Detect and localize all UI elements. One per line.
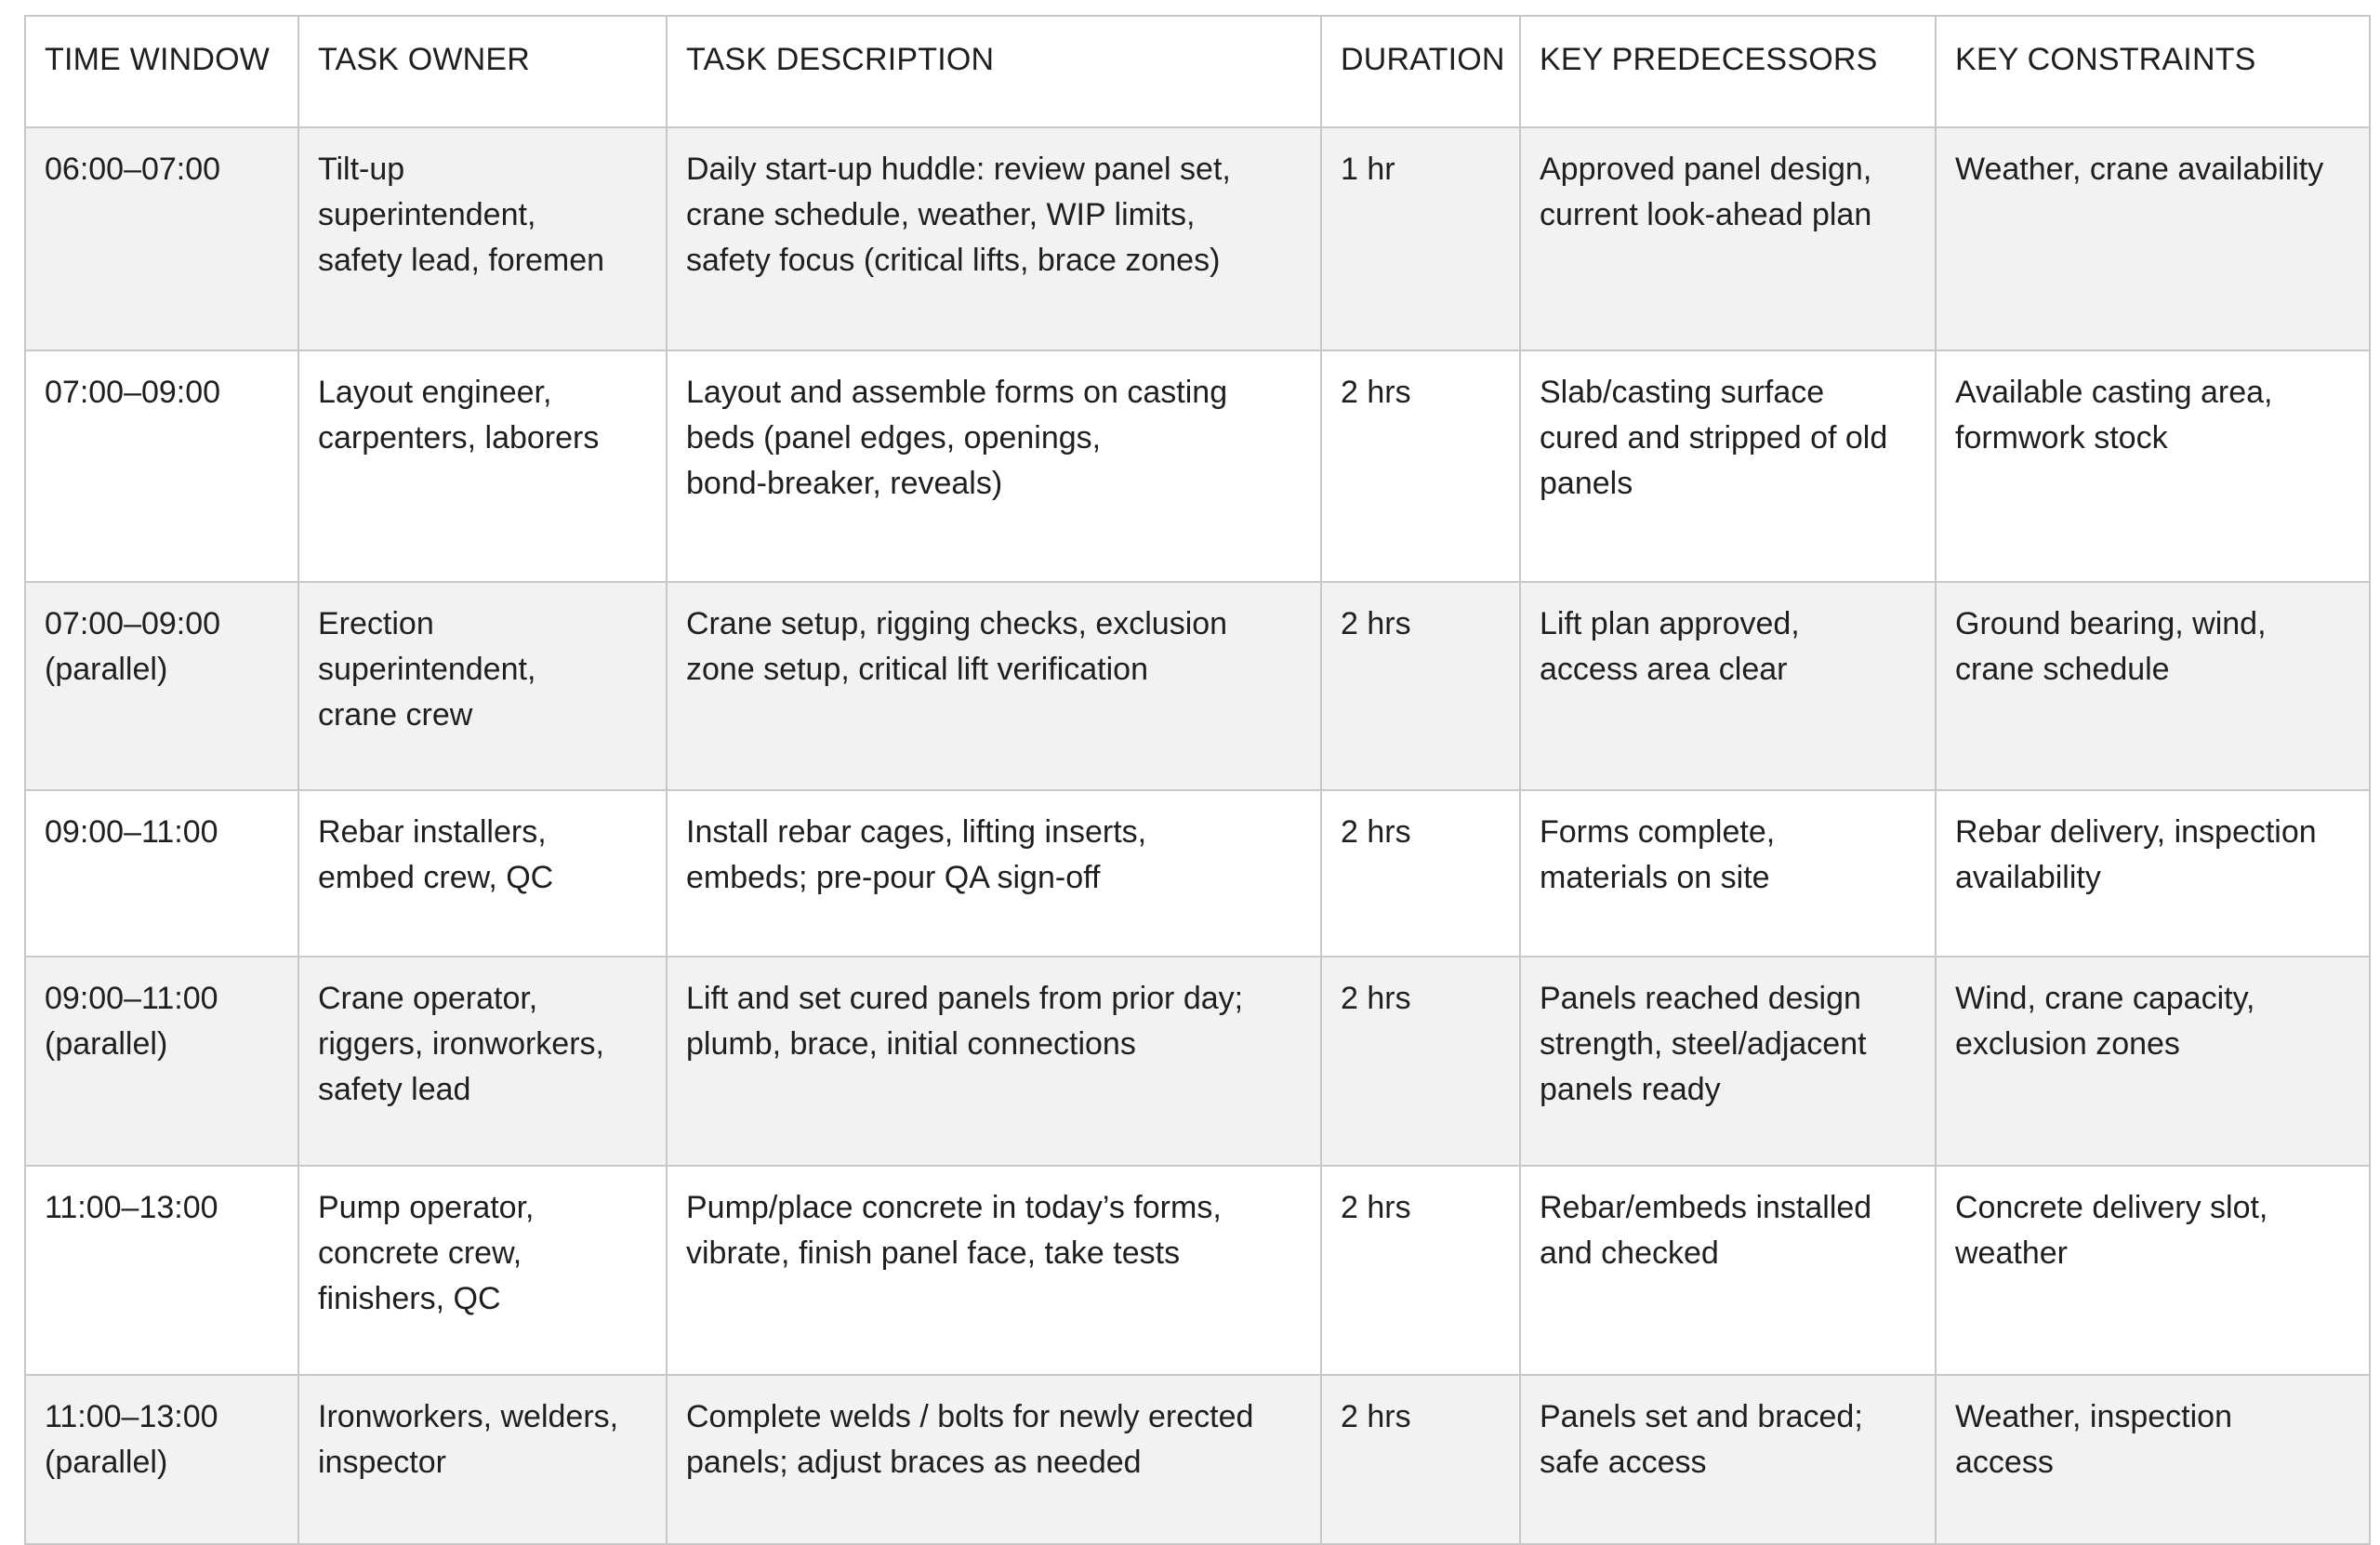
cell-key-predecessors	[1520, 790, 1936, 957]
time-window-text: 09:00–11:00	[45, 814, 218, 850]
duration-text: 1 hr	[1341, 152, 1395, 187]
cell-task-description	[667, 790, 1321, 957]
cell-time-window	[25, 1166, 298, 1375]
cell-key-predecessors	[1520, 1166, 1936, 1375]
task-description-text: Complete welds / bolts for newly erected panels; adjust braces as needed	[686, 1399, 1254, 1480]
cell-task-owner	[298, 127, 667, 350]
task-description-text: Lift and set cured panels from prior day; plumb, brace, initial connections	[686, 981, 1244, 1062]
duration-text: 2 hrs	[1341, 1399, 1411, 1434]
task-description-text: Layout and assemble forms on casting beds (panel edges, openings, bond-breaker, reveals)	[686, 375, 1228, 501]
table-row	[25, 127, 2370, 350]
cell-key-predecessors	[1520, 350, 1936, 582]
cell-duration	[1321, 582, 1520, 790]
cell-key-constraints	[1936, 957, 2370, 1166]
header-task-description: TASK DESCRIPTION	[667, 16, 1321, 127]
cell-time-window	[25, 957, 298, 1166]
time-window-text: 11:00–13:00	[45, 1190, 218, 1225]
table-body	[25, 127, 2370, 1544]
cell-duration	[1321, 790, 1520, 957]
table-row	[25, 1166, 2370, 1375]
task-owner-text: Crane operator, riggers, ironworkers, safety lead	[318, 981, 604, 1107]
key-predecessors-text: Forms complete, materials on site	[1540, 814, 1776, 895]
table-row	[25, 957, 2370, 1166]
task-owner-text: Ironworkers, welders, inspector	[318, 1399, 619, 1480]
cell-task-description	[667, 957, 1321, 1166]
cell-time-window	[25, 582, 298, 790]
key-predecessors-text: Lift plan approved, access area clear	[1540, 606, 1800, 687]
key-predecessors-text: Panels set and braced; safe access	[1540, 1399, 1863, 1480]
task-description-text: Install rebar cages, lifting inserts, embeds; pre-pour QA sign-off	[686, 814, 1147, 895]
cell-key-predecessors	[1520, 957, 1936, 1166]
time-window-text: 09:00–11:00 (parallel)	[45, 981, 218, 1062]
cell-key-constraints	[1936, 582, 2370, 790]
key-constraints-text: Weather, crane availability	[1955, 152, 2324, 187]
task-description-text: Pump/place concrete in today’s forms, vibrate, finish panel face, take tests	[686, 1190, 1222, 1271]
cell-task-description	[667, 1166, 1321, 1375]
cell-duration	[1321, 1166, 1520, 1375]
cell-time-window	[25, 1375, 298, 1544]
task-owner-text: Rebar installers, embed crew, QC	[318, 814, 554, 895]
time-window-text: 11:00–13:00 (parallel)	[45, 1399, 218, 1480]
task-description-text: Daily start-up huddle: review panel set, crane schedule, weather, WIP limits, safety focus (critical lifts, brace zones)	[686, 152, 1231, 278]
cell-task-description	[667, 127, 1321, 350]
key-constraints-text: Ground bearing, wind, crane schedule	[1955, 606, 2267, 687]
key-constraints-text: Available casting area, formwork stock	[1955, 375, 2273, 456]
key-predecessors-text: Panels reached design strength, steel/adjacent panels ready	[1540, 981, 1867, 1107]
duration-text: 2 hrs	[1341, 1190, 1411, 1225]
task-description-text: Crane setup, rigging checks, exclusion zone setup, critical lift verification	[686, 606, 1228, 687]
cell-time-window	[25, 790, 298, 957]
key-predecessors-text: Approved panel design, current look-ahead plan	[1540, 152, 1872, 232]
cell-task-owner	[298, 1166, 667, 1375]
header-row	[25, 16, 2370, 127]
duration-text: 2 hrs	[1341, 375, 1411, 410]
schedule-table	[24, 15, 2371, 1545]
task-owner-text: Pump operator, concrete crew, finishers, QC	[318, 1190, 535, 1316]
cell-task-owner	[298, 957, 667, 1166]
cell-key-constraints	[1936, 790, 2370, 957]
cell-duration	[1321, 957, 1520, 1166]
cell-key-predecessors	[1520, 127, 1936, 350]
table-row	[25, 1375, 2370, 1544]
cell-task-description	[667, 1375, 1321, 1544]
cell-key-constraints	[1936, 350, 2370, 582]
time-window-text: 07:00–09:00	[45, 375, 221, 410]
duration-text: 2 hrs	[1341, 981, 1411, 1016]
cell-time-window	[25, 350, 298, 582]
cell-task-owner	[298, 582, 667, 790]
cell-duration	[1321, 127, 1520, 350]
task-owner-text: Tilt-up superintendent, safety lead, foremen	[318, 152, 605, 278]
cell-key-constraints	[1936, 127, 2370, 350]
key-constraints-text: Wind, crane capacity, exclusion zones	[1955, 981, 2255, 1062]
cell-duration	[1321, 1375, 1520, 1544]
header-key-constraints: KEY CONSTRAINTS	[1936, 16, 2370, 127]
key-constraints-text: Weather, inspection access	[1955, 1399, 2232, 1480]
cell-task-description	[667, 350, 1321, 582]
cell-duration	[1321, 350, 1520, 582]
time-window-text: 06:00–07:00	[45, 152, 221, 187]
cell-time-window	[25, 127, 298, 350]
key-constraints-text: Rebar delivery, inspection availability	[1955, 814, 2317, 895]
cell-key-constraints	[1936, 1375, 2370, 1544]
header-task-owner: TASK OWNER	[298, 16, 667, 127]
header-duration: DURATION	[1321, 16, 1520, 127]
cell-key-predecessors	[1520, 1375, 1936, 1544]
key-predecessors-text: Rebar/embeds installed and checked	[1540, 1190, 1872, 1271]
cell-key-predecessors	[1520, 582, 1936, 790]
task-owner-text: Erection superintendent, crane crew	[318, 606, 536, 733]
cell-task-owner	[298, 1375, 667, 1544]
cell-task-owner	[298, 350, 667, 582]
time-window-text: 07:00–09:00 (parallel)	[45, 606, 221, 687]
cell-task-description	[667, 582, 1321, 790]
table-row	[25, 582, 2370, 790]
table-header	[25, 16, 2370, 127]
cell-key-constraints	[1936, 1166, 2370, 1375]
key-constraints-text: Concrete delivery slot, weather	[1955, 1190, 2268, 1271]
task-owner-text: Layout engineer, carpenters, laborers	[318, 375, 600, 456]
key-predecessors-text: Slab/casting surface cured and stripped of old panels	[1540, 375, 1888, 501]
duration-text: 2 hrs	[1341, 814, 1411, 850]
table-row	[25, 790, 2370, 957]
cell-task-owner	[298, 790, 667, 957]
duration-text: 2 hrs	[1341, 606, 1411, 641]
table-row	[25, 350, 2370, 582]
header-time-window: TIME WINDOW	[25, 16, 298, 127]
header-key-predecessors: KEY PREDECESSORS	[1520, 16, 1936, 127]
